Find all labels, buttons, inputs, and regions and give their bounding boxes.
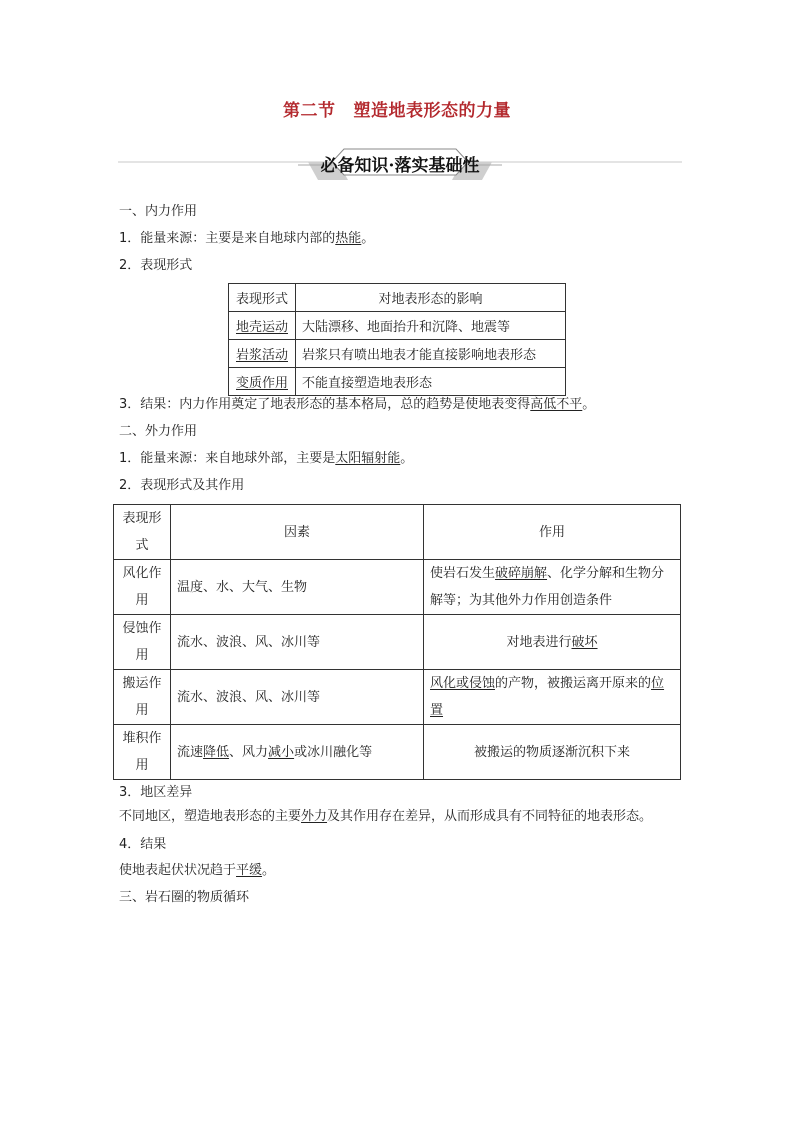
table-cell-effect: 风化或侵蚀的产物，被搬运离开原来的位置: [424, 670, 681, 725]
table-cell-form: 岩浆活动: [235, 348, 288, 363]
table-cell-form: 风化作用: [114, 560, 171, 615]
table-row: [114, 725, 681, 780]
key-term: 太阳辐射能: [335, 451, 401, 466]
part1-energy: 1．能量来源：主要是来自地球内部的热能。: [119, 231, 375, 246]
table-cell-form: 变质作用: [235, 376, 288, 391]
part3-heading: 三、岩石圈的物质循环: [119, 890, 250, 905]
part2-heading: 二、外力作用: [119, 424, 198, 439]
table-header-cell: 表现形式: [229, 284, 296, 312]
table-row: [114, 670, 681, 725]
external-forces-table: [113, 504, 681, 780]
table-cell-factors: 流水、波浪、风、冰川等: [171, 670, 424, 725]
table-row: [229, 340, 566, 368]
table-cell-form: 地壳运动: [235, 320, 288, 335]
table-row: [114, 560, 681, 615]
table-cell-effect: 使岩石发生破碎崩解、化学分解和生物分解等；为其他外力作用创造条件: [424, 560, 681, 615]
part1-heading: 一、内力作用: [119, 204, 198, 219]
part2-result-heading: 4．结果: [119, 837, 167, 852]
table-cell-effect: 对地表进行破坏: [424, 615, 681, 670]
part2-region-heading: 3．地区差异: [119, 785, 193, 800]
section-number: 第二节: [283, 101, 336, 121]
part1-result: 3．结果：内力作用奠定了地表形态的基本格局，总的趋势是使地表变得高低不平。: [119, 397, 596, 412]
table-header-row: [229, 284, 566, 312]
table-cell-effect: 大陆漂移、地面抬升和沉降、地震等: [296, 312, 566, 340]
table-cell-effect: 被搬运的物质逐渐沉积下来: [424, 725, 681, 780]
key-term: 外力: [301, 809, 328, 824]
part2-energy: 1．能量来源：来自地球外部，主要是太阳辐射能。: [119, 451, 414, 466]
banner-title: 必备知识·落实基础性: [320, 156, 480, 176]
key-term: 热能: [335, 231, 362, 246]
key-term: 平缓: [236, 863, 263, 878]
table-header-cell: 作用: [424, 505, 681, 560]
table-cell-effect: 岩浆只有喷出地表才能直接影响地表形态: [296, 340, 566, 368]
part2-forms-heading: 2．表现形式及其作用: [119, 478, 245, 493]
table-row: [229, 312, 566, 340]
section-banner: [118, 143, 682, 185]
part2-region-text: 不同地区，塑造地表形态的主要外力及其作用存在差异，从而形成具有不同特征的地表形态。: [119, 809, 653, 824]
section-title: 塑造地表形态的力量: [353, 101, 511, 121]
table-row: [229, 368, 566, 396]
internal-forces-table: [228, 283, 566, 396]
table-header-row: [114, 505, 681, 560]
table-cell-factors: 流水、波浪、风、冰川等: [171, 615, 424, 670]
key-term: 高低不平: [530, 397, 583, 412]
table-cell-form: 侵蚀作用: [114, 615, 171, 670]
table-cell-form: 搬运作用: [114, 670, 171, 725]
page-title: [0, 96, 794, 121]
table-row: [114, 615, 681, 670]
part2-result-text: 使地表起伏状况趋于平缓。: [119, 863, 276, 878]
table-header-cell: 表现形式: [114, 505, 171, 560]
table-header-cell: 对地表形态的影响: [296, 284, 566, 312]
table-header-cell: 因素: [171, 505, 424, 560]
part1-forms-heading: 2．表现形式: [119, 258, 193, 273]
table-cell-factors: 流速降低、风力减小或冰川融化等: [171, 725, 424, 780]
table-cell-effect: 不能直接塑造地表形态: [296, 368, 566, 396]
table-cell-factors: 温度、水、大气、生物: [171, 560, 424, 615]
table-cell-form: 堆积作用: [114, 725, 171, 780]
